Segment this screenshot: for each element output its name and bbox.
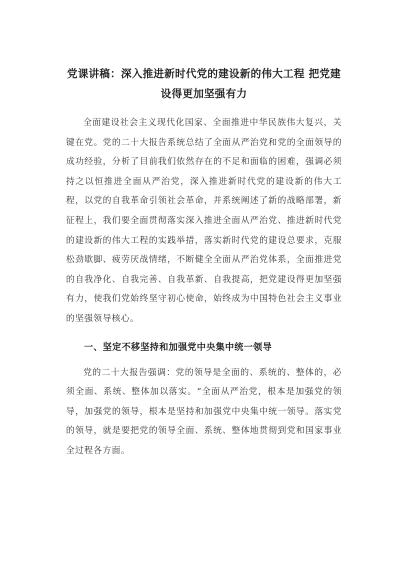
document-title: 党课讲稿：深入推进新时代党的建设新的伟大工程 把党建设得更加坚强有力 [67, 68, 341, 100]
section-paragraph-1: 党的二十大报告强调：党的领导是全面的、系统的、整体的，必须全面、系统、整体加以落实。“全面从严治党，根本是加强党的领导，加强党的领导，根本是坚持和加强党中央集中统一领导。落实党的领导，就是要把党的领导全面、系统、整体地贯彻到党和国家事业全过程各方面。 [66, 367, 342, 456]
intro-paragraph: 全面建设社会主义现代化国家、全面推进中华民族伟大复兴，关键在党。党的二十大报告系统总结了全面从严治党和党的全面领导的成功经验，分析了目前我们依然存在的不足和面临的困难，强调必须持之以恒推进全面从严治党，深入推进新时代党的建设新的伟大工程，以党的自我革命引领社会革命，并系统阐述了新的战略部署，新征程上，我们要全面贯彻落实深入推进全面从严治党、推进新时代党的建设新的伟大工程的实践举措，落实新时代党的建设总要求，克服松劲歇脚、疲劳厌战情绪，不断健全全面从严治党体系，全面推进党的自我净化、自我完善、自我革新、自我提高，把党建设得更加坚强有力，使我们党始终坚守初心使命，始终成为中国特色社会主义事业的坚强领导核心。 [66, 118, 342, 324]
section-heading-1: 一、坚定不移坚持和加强党中央集中统一领导 [84, 342, 273, 353]
